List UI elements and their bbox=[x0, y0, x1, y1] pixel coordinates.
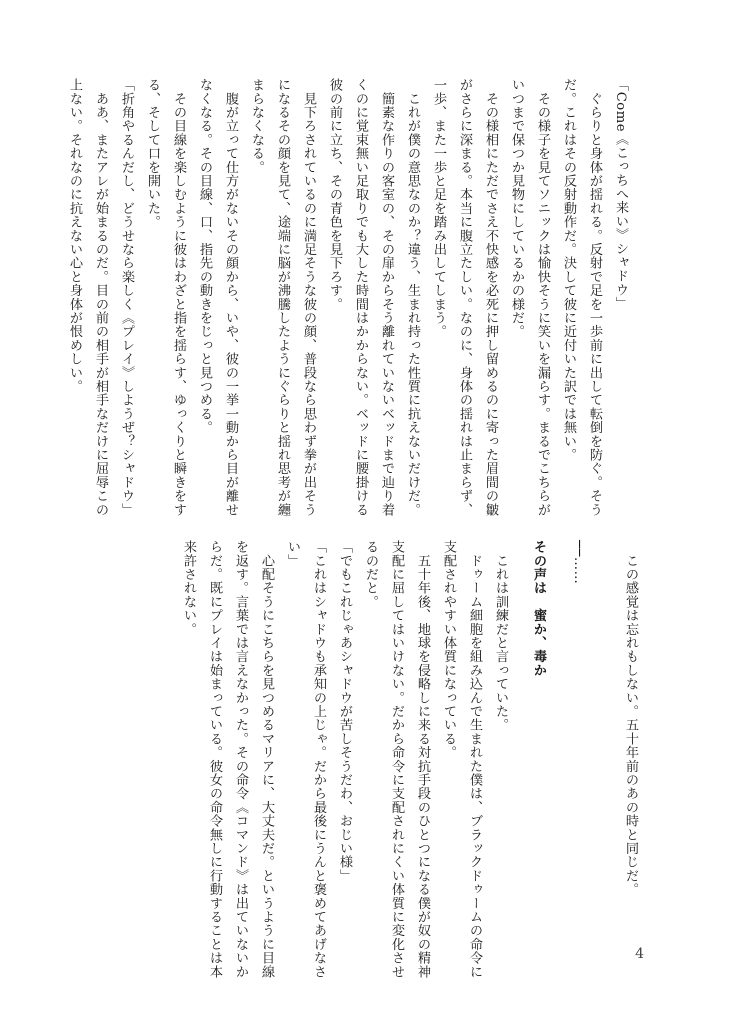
text-line: この感覚は忘れもしない。五十年前のあの時と同じだ。 bbox=[623, 540, 638, 897]
text-line: 心配そうにこちらを見つめるマリアに、大丈夫だ。というように目線 bbox=[259, 540, 274, 979]
text-line: これは訓練だと言っていた。 bbox=[493, 540, 508, 732]
text-line: 支配に屈してはいけない。だから命令に支配されにくい体質に変化させ bbox=[389, 540, 404, 979]
text-line: その様相にただでさえ不快感を必死に押し留めるのに寄った眉間の皺 bbox=[483, 78, 498, 517]
text-line: 一歩、また一歩と足を踏み出してしまう。 bbox=[431, 78, 446, 339]
text-line: 彼の前に立ち、その青色を見下ろす。 bbox=[327, 78, 342, 311]
text-line: ぐらりと身体が揺れる。反射で足を一歩前に出して転倒を防ぐ。そう bbox=[587, 78, 602, 517]
text-line: 来許されない。 bbox=[181, 540, 196, 636]
text-line: これが僕の意思なのか？違う、生まれ持った性質に抗えないだけだ。 bbox=[405, 78, 420, 517]
text-line: 上ない。それなのに抗えない心と身体が恨めしい。 bbox=[67, 78, 82, 394]
text-line: る、そして口を開いた。 bbox=[145, 78, 160, 229]
text-line: その様子を見てソニックは愉快そうに笑いを漏らす。まるでこちらが bbox=[535, 78, 550, 517]
text-line: 支配されやすい体質になっている。 bbox=[441, 540, 456, 760]
page-number: 4 bbox=[635, 946, 644, 962]
text-line bbox=[591, 540, 617, 970]
text-line: まらなくなる。 bbox=[249, 78, 264, 174]
section-heading: その声は 蜜か、毒か bbox=[531, 540, 546, 677]
text-line: るのだと。 bbox=[363, 540, 378, 609]
text-line: を返す。言葉では言えなかった。その命令《コマンド》は出ていないか bbox=[233, 540, 248, 979]
text-line: 「折角やるんだし、どうせなら楽しく《プレイ》しようぜ？シャドウ」 bbox=[119, 78, 134, 517]
text-line: 簡素な作りの客室の、その扉からそう離れていないベッドまで辿り着 bbox=[379, 78, 394, 517]
text-line: なくなる。その目線、口、指先の動きをじっと見つめる。 bbox=[197, 78, 212, 435]
upper-text-block bbox=[61, 78, 633, 517]
text-line: い」 bbox=[285, 540, 300, 568]
lower-text-block bbox=[175, 540, 643, 979]
text-line: 腹が立って仕方がないその顔から、いや、彼の一挙一動から目が離せ bbox=[223, 78, 238, 517]
text-line: ああ、またアレが始まるのだ。目の前の相手が相手なだけに屈辱この bbox=[93, 78, 108, 517]
text-line: 見下ろされているのに満足そうな彼の顔、普段なら思わず拳が出そう bbox=[301, 78, 316, 517]
text-line: 「でもこれじゃあシャドウが苦しそうだわ、おじい様」 bbox=[337, 540, 352, 883]
text-line: その目線を楽しむように彼はわざと指を揺らす、ゆっくりと瞬きをす bbox=[171, 78, 186, 517]
text-line: だ。これはその反射動作だ。決して彼に近付いた訳では無い。 bbox=[561, 78, 576, 462]
text-line: がさらに深まる。本当に腹立たしい。なのに、身体の揺れは止まらず、 bbox=[457, 78, 472, 517]
text-line: ──…… bbox=[571, 540, 586, 585]
text-line: になるその顔を見て、途端に脳が沸騰したようにぐらりと揺れ思考が纏 bbox=[275, 78, 290, 517]
text-line: いつまで保つか見物にしているかの様だ。 bbox=[509, 78, 524, 339]
text-line: ドゥーム細胞を組み込んで生まれた僕は、ブラックドゥームの命令に bbox=[467, 540, 482, 979]
text-line: 「Come《こっちへ来い》シャドウ」 bbox=[613, 78, 628, 311]
text-line: 「これはシャドウも承知の上じゃ。だから最後にうんと褒めてあげなさ bbox=[311, 540, 326, 979]
text-line: くのに覚束無い足取りでも大した時間はかからない。ベッドに腰掛ける bbox=[353, 78, 368, 517]
text-line: 五十年後、地球を侵略しに来る対抗手段のひとつになる僕が奴の精神 bbox=[415, 540, 430, 979]
text-line: らだ。既にプレイは始まっている。彼女の命令無しに行動することは本 bbox=[207, 540, 222, 979]
